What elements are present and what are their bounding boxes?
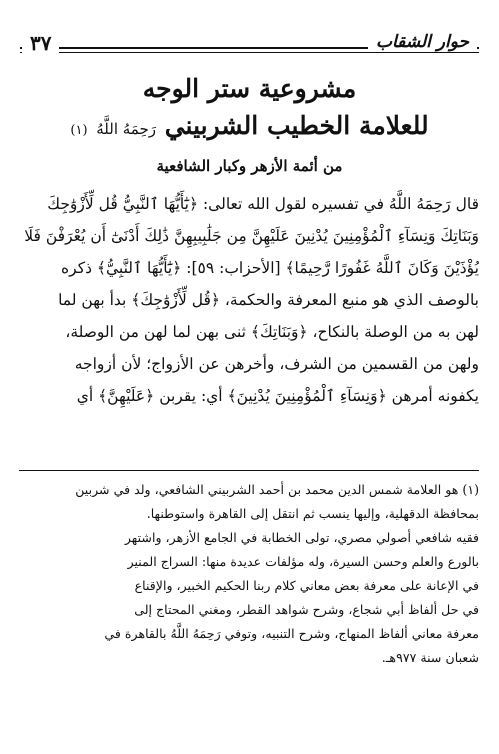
footnote-line: شعبان سنة ٩٧٧هـ.	[381, 650, 479, 665]
footnote-line: في الإعانة على معرفة بعض معاني كلام ربنا الحكيم الخبير، والإقناع	[134, 578, 479, 593]
footnotes	[20, 478, 479, 670]
text-line: ولهن من القسمين من الشرف، وأخرهن عن الأزواج؛ لأن أزواجه	[74, 355, 479, 373]
running-title: حوار الشقاب	[368, 32, 477, 52]
footnote-line: بالورع والعلم وحسن السيرة، وله مؤلفات عديدة منها: السراج المنير	[127, 554, 479, 569]
text-line: بالوصف الذي هو منبع المعرفة والحكمة، ﴿قُل لِّأَزْوَٰجِكَ﴾ بدأ بهن لما	[58, 291, 479, 309]
main-text	[20, 188, 479, 412]
honorific: رَحِمَهُ اللَّهُ	[96, 120, 156, 138]
header-rule-thin	[20, 52, 479, 53]
footnote-line: في حل ألفاظ أبي شجاع، وشرح شواهد القطر، ومغني المحتاج إلى	[134, 602, 479, 617]
footnote-line: بمحافظة الدقهلية، وإليها ينسب ثم انتقل إلى القاهرة واستوطنها.	[146, 506, 479, 521]
chapter-title-author	[0, 111, 499, 140]
text-line: يكفونه أمرهن ﴿وَنِسَآءِ ٱلْمُؤْمِنِينَ يُدْنِينَ﴾ أي: يقربن ﴿عَلَيْهِنَّ﴾ أي	[76, 387, 479, 405]
text-line: قال رَحِمَهُ اللَّهُ في تفسيره لقول الله تعالى: ﴿يَٰٓأَيُّهَا ٱلنَّبِيُّ قُل لِّأَزْوَٰجِكَ	[47, 195, 479, 213]
footnote-line: فقيه شافعي أصولي مصري، تولى الخطابة في الجامع الأزهر، واشتهر	[124, 530, 479, 545]
chapter-subtitle: من أئمة الأزهر وكبار الشافعية	[156, 157, 343, 175]
running-header	[20, 31, 479, 64]
footnote-line: معرفة معاني ألفاظ المنهاج، وشرح التنبيه، وتوفي رَحِمَهُ اللَّهُ بالقاهرة في	[104, 626, 479, 641]
page-number: ٣٧	[22, 31, 59, 55]
author-name: للعلامة الخطيب الشربيني	[164, 111, 429, 140]
text-line: لهن به من الوصلة بالنكاح، ﴿وَبَنَاتِكَ﴾ ثنى بهن لما لهن من الوصلة،	[65, 323, 479, 341]
text-line: وَبَنَاتِكَ وَنِسَآءِ ٱلْمُؤْمِنِينَ يُدْنِينَ عَلَيْهِنَّ مِن جَلَٰبِيبِهِنَّ ذَٰلِكَ أَدْنَىٰٓ أَن يُعْرَفْنَ فَلَا	[24, 227, 479, 245]
text-line: يُؤْذَيْنَ وَكَانَ ٱللَّهُ غَفُورًا رَّحِيمًا﴾ [الأحزاب: ٥٩]: ﴿يَٰٓأَيُّهَا ٱلنَّبِيُّ﴾ ذكره	[61, 259, 479, 277]
chapter-title: مشروعية ستر الوجه	[142, 74, 357, 103]
footnote-reference: (١)	[70, 123, 88, 138]
footnote-line: (١) هو العلامة شمس الدين محمد بن أحمد الشربيني الشافعي، ولد في شربين	[75, 482, 479, 497]
footnote-separator	[19, 470, 479, 471]
